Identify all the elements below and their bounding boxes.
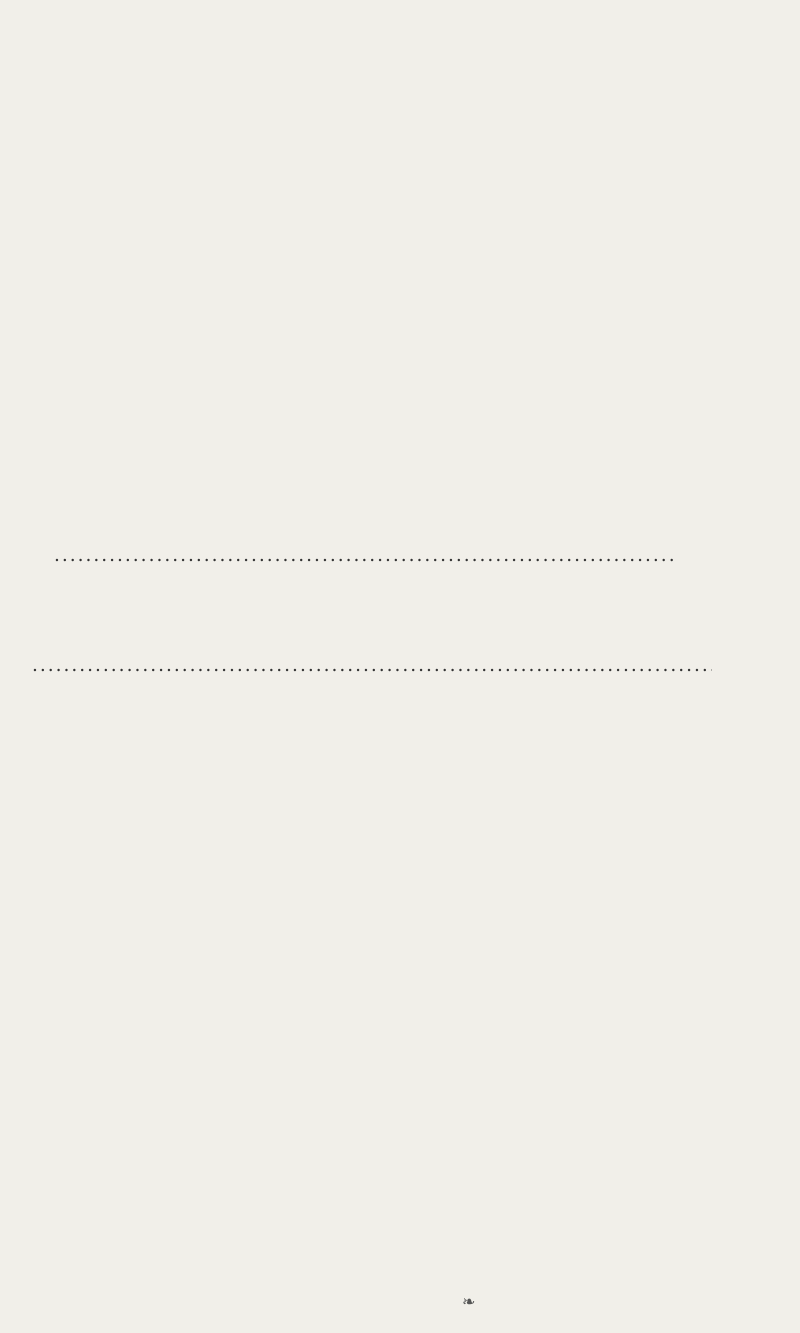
leader-dots (54, 543, 674, 569)
leader-dots (32, 653, 712, 679)
bibliographie-entry (32, 653, 744, 679)
page-mark: ❧ (462, 1292, 476, 1311)
running-head (0, 30, 800, 60)
commentaire-entry (32, 543, 744, 569)
